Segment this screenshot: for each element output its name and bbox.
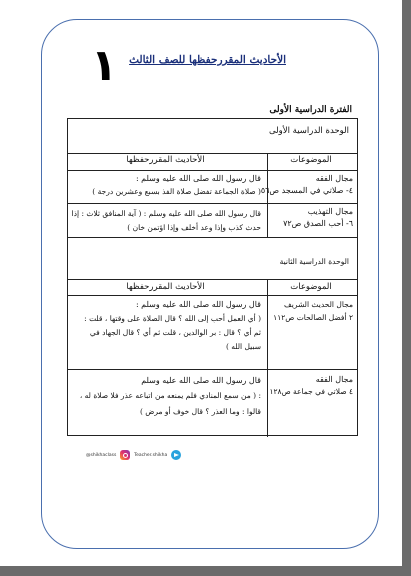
divider — [68, 369, 357, 370]
unit2-row1-hadith-line2: ( أي العمل أحب إلى الله ؟ قال الصلاة على وقتها ، قلت : — [84, 314, 261, 323]
instagram-icon — [120, 450, 130, 460]
unit1-row1-hadith-text: ( صلاة الجماعة تفضل صلاة الفذ بسبع وعشرين درجة ) — [92, 187, 261, 196]
page-number: ١ — [90, 40, 118, 91]
page-shadow-bottom — [0, 566, 411, 576]
unit1-row1-hadith-intro: قال رسول الله صلى الله عليه وسلم : — [135, 174, 261, 183]
divider — [68, 295, 357, 296]
unit1-row1-topic-domain: مجال الفقه — [315, 174, 353, 183]
unit2-row1-topic-domain: مجال الحديث الشريف — [283, 300, 353, 309]
unit2-row2-hadith-line2: : ( من سمع المنادي فلم يمنعه من اتباعه عذر فلا صلاة له ، — [79, 391, 261, 400]
unit2-row1-hadith-intro: قال رسول الله صلى الله عليه وسلم : — [135, 300, 261, 309]
telegram-icon — [171, 450, 181, 460]
page-shadow-right — [402, 0, 411, 576]
unit2-row2-topic-domain: مجال الفقه — [315, 375, 353, 384]
unit2-row1-hadith-line4: سبيل الله ) — [225, 342, 261, 351]
divider — [68, 237, 357, 238]
unit2-row1-hadith-line3: ثم أي ؟ قال : بر الوالدين ، قلت ثم أي ؟ قال الجهاد في — [89, 328, 261, 337]
unit2-row1-topic-lesson: ٢ أفضل الصالحات ص١١٢ — [273, 313, 353, 322]
unit1-header-hadith: الأحاديث المقررحفظها — [126, 155, 205, 165]
unit1-row2-topic-lesson: ٦- أحب الصدق ص٧٢ — [283, 219, 353, 228]
handle-shikhaclass: @shikhaclass — [86, 452, 117, 458]
unit2-row2-hadith-intro: قال رسول الله صلى الله عليه وسلم — [141, 376, 261, 385]
handle-teacher-shikha: Teacher.shikha — [134, 452, 168, 458]
unit1-row1-topic-lesson: ٤- صلاتي في المسجد ص٥٦ — [260, 186, 353, 195]
divider — [68, 203, 357, 204]
hadith-table — [67, 118, 358, 436]
unit1-header-topics: الموضوعات — [290, 155, 332, 165]
unit1-label: الوحدة الدراسية الأولى — [268, 126, 349, 136]
unit1-row2-hadith-line1: قال رسول الله صلى الله عليه وسلم : ( آية المنافق ثلاث : إذا — [71, 209, 261, 218]
unit2-header-hadith: الأحاديث المقررحفظها — [126, 282, 205, 292]
period-heading: الفترة الدراسية الأولى — [269, 105, 352, 115]
unit2-row2-topic-lesson: ٤ صلاتي في جماعة ص١٢٨ — [269, 387, 353, 396]
unit2-label: الوحدة الدراسية الثانية — [279, 257, 349, 266]
unit2-header-topics: الموضوعات — [290, 282, 332, 292]
unit1-row2-hadith-line2: حدث كذب وإذا وعد أخلف وإذا اؤتمن خان ) — [127, 223, 261, 232]
column-divider — [267, 153, 268, 237]
unit2-row2-hadith-line3: قالوا : وما العذر ؟ قال خوف أو مرض ) — [139, 407, 261, 416]
page-title: الأحاديث المقررحفظها للصف الثالث — [129, 54, 286, 66]
divider — [68, 170, 357, 171]
social-footer — [86, 448, 181, 462]
divider — [68, 279, 357, 280]
unit1-row2-topic-domain: مجال التهذيب — [307, 207, 353, 216]
column-divider — [267, 279, 268, 437]
